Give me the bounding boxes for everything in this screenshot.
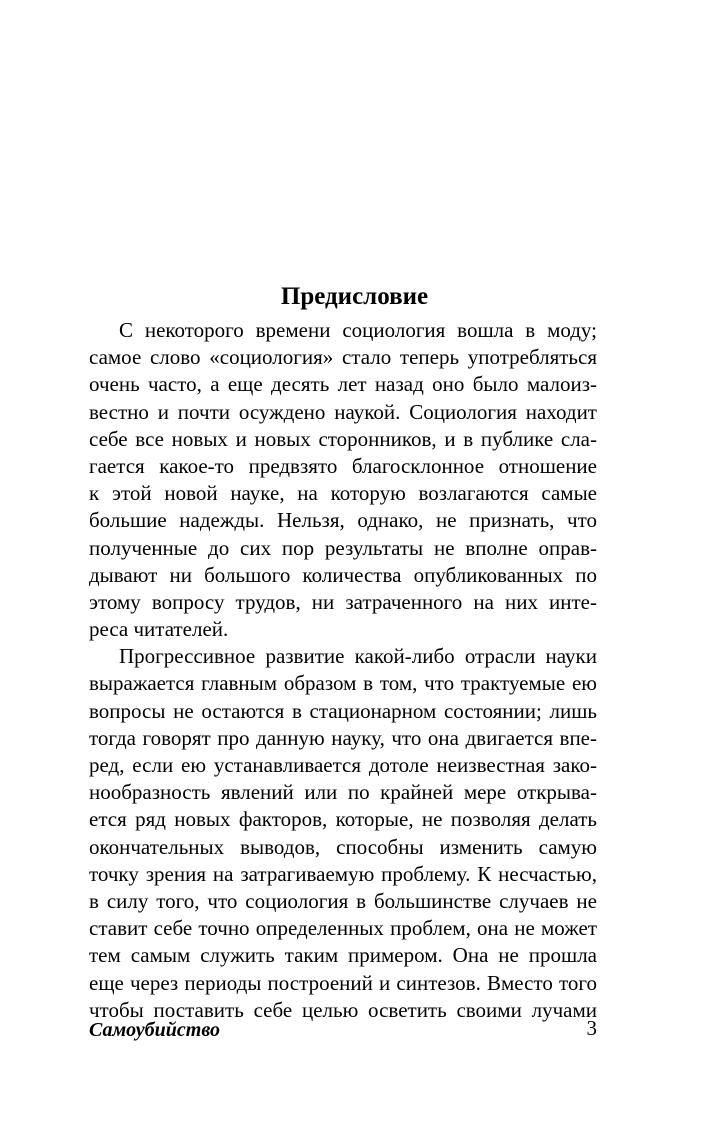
text-line: себе все новых и новых сторонников, и в публике сла- (89, 426, 597, 451)
text-line: дывают ни большого количества опубликованных по (89, 562, 597, 587)
text-line: к этой новой науке, на которую возлагаются самые (89, 481, 597, 506)
text-line: еще через периоды построений и синтезов. Вместо того (89, 970, 597, 995)
text-line: реса читателей. (89, 617, 229, 642)
text-line: большие надежды. Нельзя, однако, не признать, что (89, 508, 597, 533)
text-line: ред, если ею устанавливается дотоле неизвестная зако- (89, 753, 597, 777)
text-line: полученные до сих пор результаты не вполне оправ- (89, 535, 597, 560)
text-line: вопросы не остаются в стационарном состоянии; лишь (89, 698, 597, 723)
text-line: вестно и почти осуждено наукой. Социология находит (89, 399, 597, 424)
text-line: тогда говорят про данную науку, что она двигается впе- (89, 725, 597, 750)
text-line: ется ряд новых факторов, которые, не позволяя делать (89, 807, 597, 832)
running-footer-title: Самоубийство (89, 1019, 220, 1041)
text-line: выражается главным образом в том, что трактуемые ею (89, 671, 597, 696)
text-line: этому вопросу трудов, ни затраченного на них инте- (89, 589, 597, 614)
paragraph (89, 643, 597, 1024)
text-line: точку зрения на затрагиваемую проблему. К несчастью, (89, 861, 597, 886)
text-line: самое слово «социология» стало теперь употребляться (89, 345, 597, 370)
text-line: нообразность явлений или по крайней мере открыва- (89, 780, 597, 805)
page-number: 3 (586, 1016, 597, 1040)
text-line: чтобы поставить себе целью осветить своими лучами (89, 997, 597, 1022)
text-line: гается какое-то предвзято благосклонное отношение (89, 453, 597, 478)
text-line: окончательных выводов, способны изменить самую (89, 834, 597, 859)
text-line: С некоторого времени социология вошла в моду; (119, 318, 597, 342)
text-line: ставит себе точно определенных проблем, она не может (89, 916, 597, 941)
text-line: в силу того, что социология в большинстве случаев не (89, 888, 597, 913)
chapter-title: Предисловие (280, 283, 429, 310)
text-line: очень часто, а еще десять лет назад оно было малоиз- (89, 372, 597, 397)
text-line: тем самым служить таким примером. Она не прошла (89, 943, 597, 968)
body-text (89, 317, 597, 1024)
text-line: Прогрессивное развитие какой-либо отрасли науки (119, 644, 597, 669)
paragraph (89, 317, 597, 643)
